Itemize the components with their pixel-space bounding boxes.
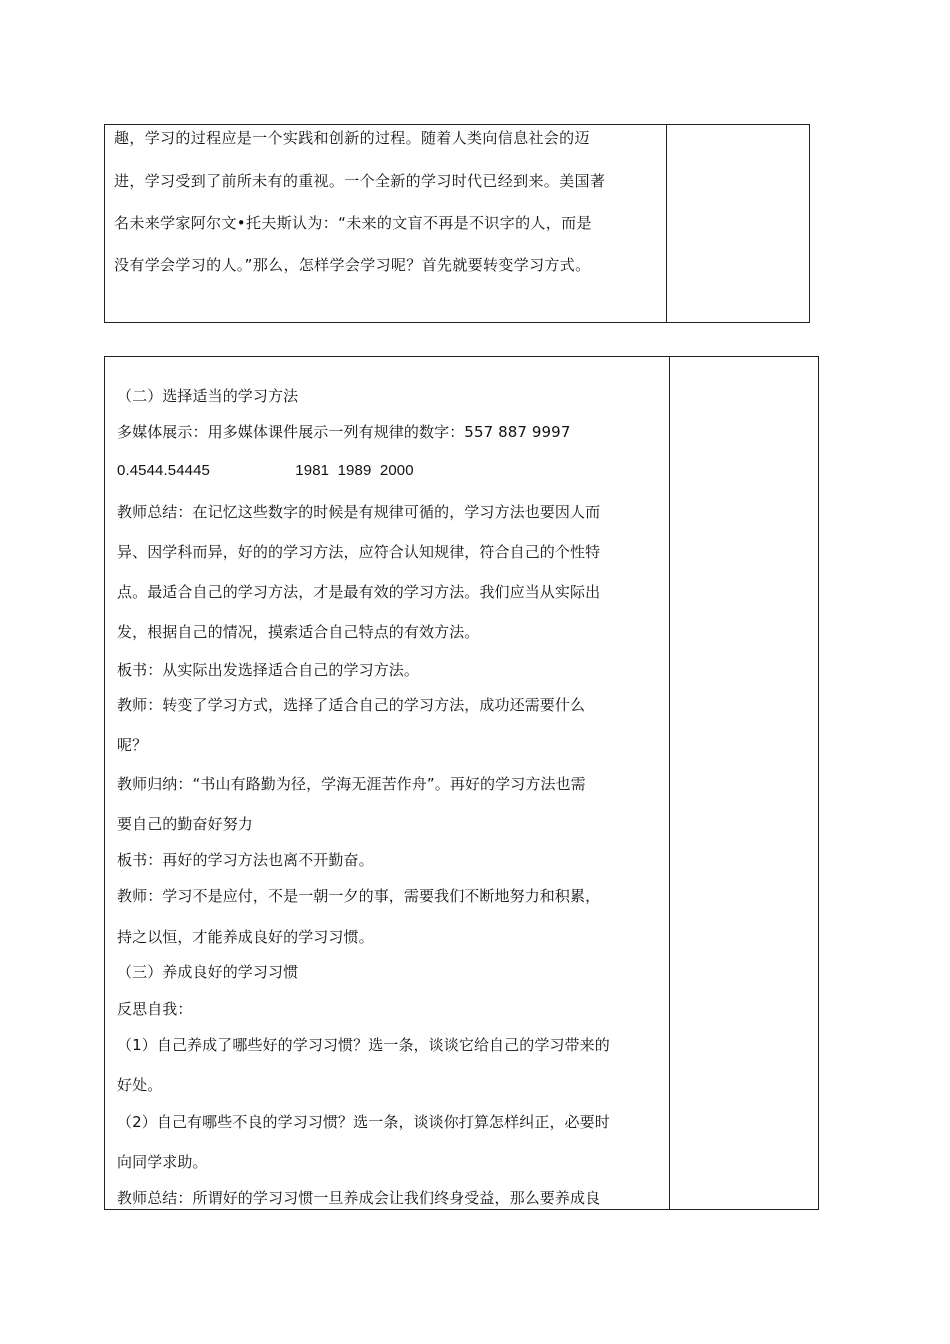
- text-line: 持之以恒，才能养成良好的学习习惯。: [117, 928, 374, 946]
- text-line: 点。最适合自己的学习方法，才是最有效的学习方法。我们应当从实际出: [117, 583, 601, 601]
- text-line: 教师归纳：“书山有路勤为径，学海无涯苦作舟”。再好的学习方法也需: [117, 775, 586, 793]
- text-line: 名未来学家阿尔文•托夫斯认为：“未来的文盲不再是不识字的人，而是: [114, 214, 592, 232]
- text-line: （2）自己有哪些不良的学习习惯？选一条，谈谈你打算怎样纠正，必要时: [117, 1113, 610, 1131]
- content-cell: [114, 125, 664, 324]
- text-line: 趣，学习的过程应是一个实践和创新的过程。随着人类向信息社会的迈: [114, 129, 590, 147]
- board-note: 板书：再好的学习方法也离不开勤奋。: [117, 851, 374, 869]
- lesson-table-main: [104, 356, 819, 1210]
- text-line: （1）自己养成了哪些好的学习习惯？选一条，谈谈它给自己的学习带来的: [117, 1036, 610, 1054]
- text-line: 进，学习受到了前所未有的重视。一个全新的学习时代已经到来。美国著: [114, 172, 606, 190]
- text-line: 要自己的勤奋好努力: [117, 815, 253, 833]
- text-line: 呢？: [117, 736, 148, 754]
- text-line: 教师总结：在记忆这些数字的时候是有规律可循的，学习方法也要因人而: [117, 503, 601, 521]
- text-line: 好处。: [117, 1076, 163, 1094]
- notes-cell: [667, 125, 809, 322]
- notes-cell: [670, 357, 818, 1209]
- text-line: 发，根据自己的情况，摸索适合自己特点的有效方法。: [117, 623, 480, 641]
- section-heading: （三）养成良好的学习习惯: [117, 963, 299, 981]
- text-line: 反思自我：: [117, 1000, 193, 1018]
- text-line: 向同学求助。: [117, 1153, 208, 1171]
- section-heading: （二）选择适当的学习方法: [117, 387, 299, 405]
- text-line: 教师总结：所谓好的学习习惯一旦养成会让我们终身受益，那么要养成良: [117, 1189, 601, 1207]
- text-line: 没有学会学习的人。”那么，怎样学会学习呢？首先就要转变学习方式。: [114, 256, 591, 274]
- number-sequence: 0.4544.54445 1981 1989 2000: [117, 462, 414, 479]
- text-line: 教师：学习不是应付，不是一朝一夕的事，需要我们不断地努力和积累，: [117, 887, 601, 905]
- board-note: 板书：从实际出发选择适合自己的学习方法。: [117, 661, 420, 679]
- text-line: 教师：转变了学习方式，选择了适合自己的学习方法，成功还需要什么: [117, 696, 586, 714]
- text-line: 多媒体展示：用多媒体课件展示一列有规律的数字：557 887 9997: [117, 423, 571, 441]
- content-cell: [117, 357, 667, 1209]
- text-line: 异、因学科而异，好的的学习方法，应符合认知规律，符合自己的个性特: [117, 543, 601, 561]
- lesson-table-top: [104, 124, 810, 323]
